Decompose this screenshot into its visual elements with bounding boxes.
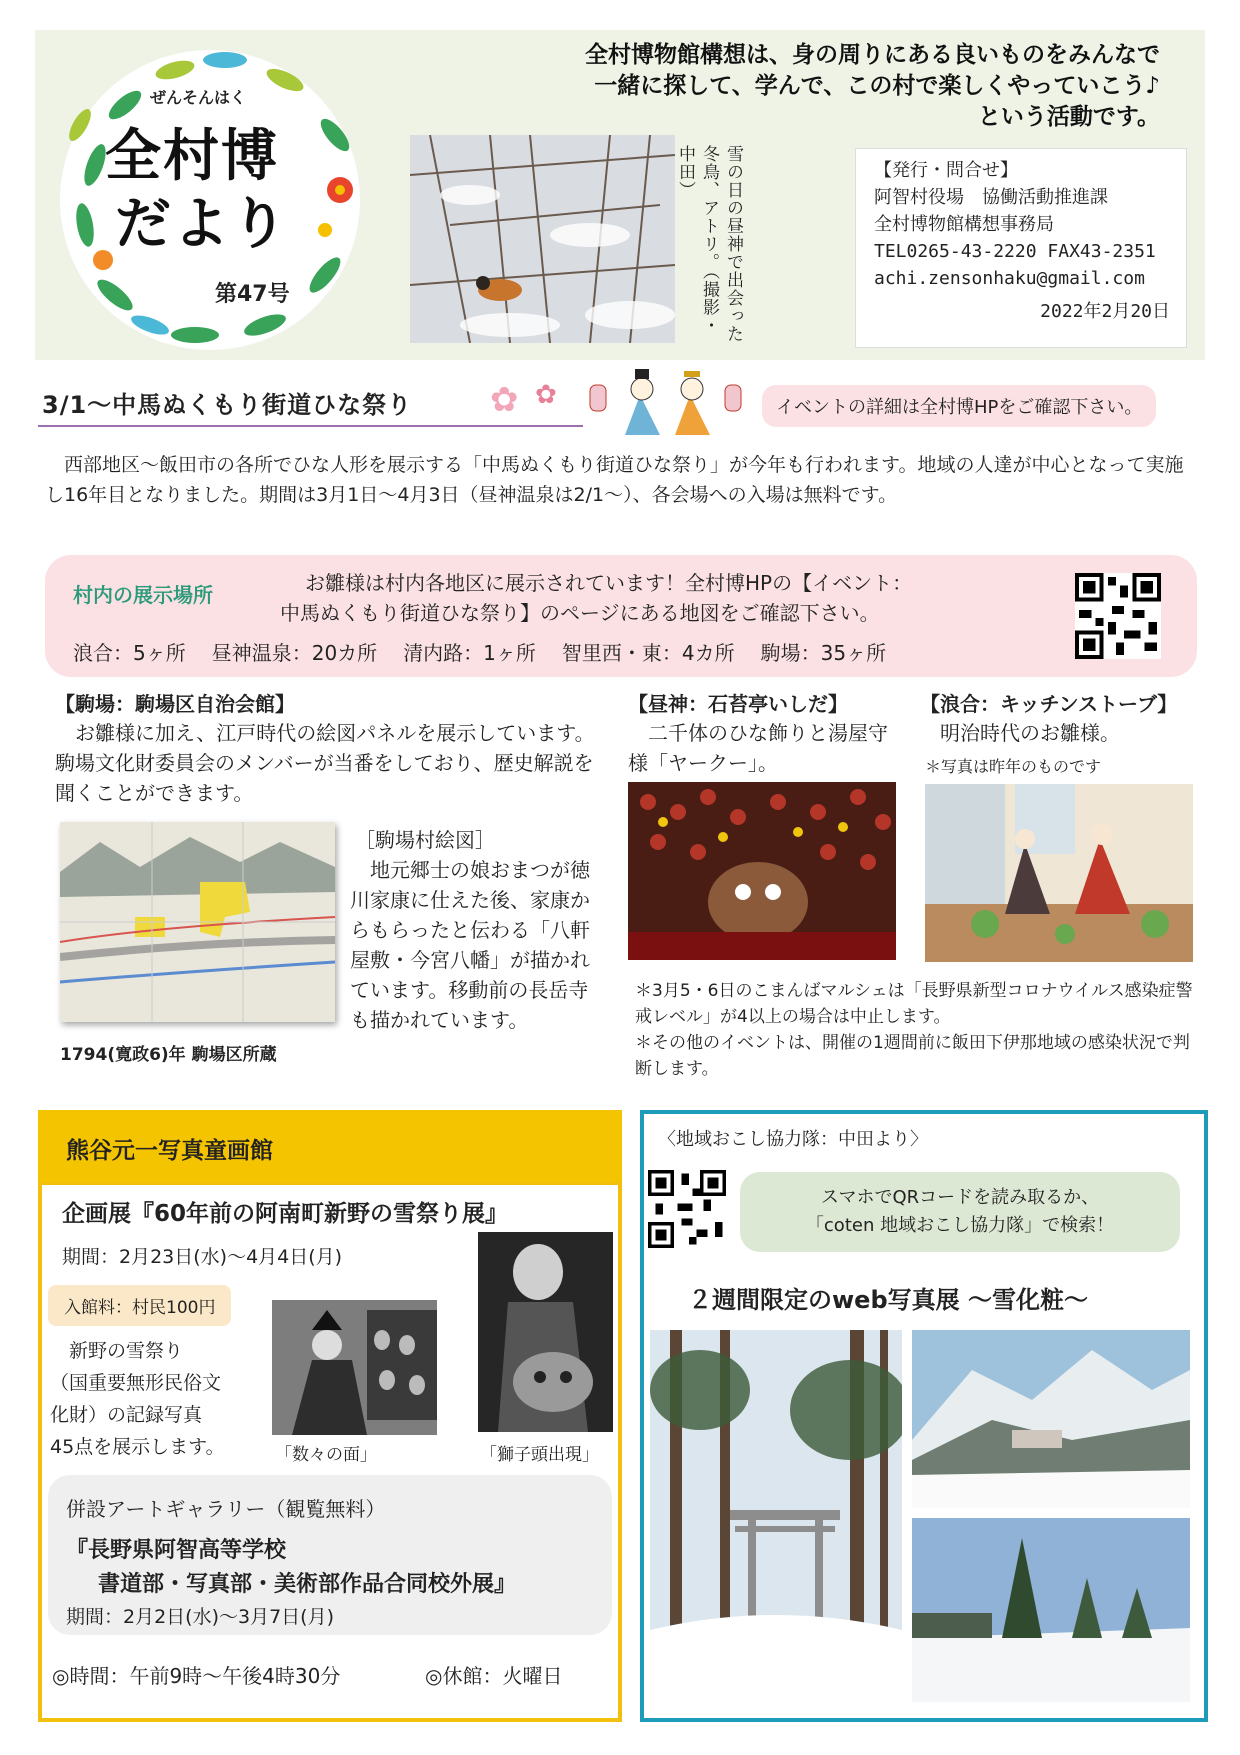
qr-code-icon[interactable] — [1075, 573, 1161, 659]
sakura-icon: ✿ — [490, 380, 519, 420]
publisher-office: 阿智村役場 協働活動推進課 — [874, 187, 1108, 208]
venue-text-line1: お雛様は村内各地区に展示されています！全村博HPの【イベント： — [305, 571, 913, 595]
venue-count: 昼神温泉：20カ所 — [211, 641, 378, 665]
masks-photo — [272, 1300, 437, 1435]
venue-counts — [73, 637, 886, 666]
event-notes — [635, 978, 1205, 1082]
event-note: ＊その他のイベントは、開催の1週間前に飯田下伊那地域の感染状況で判断します。 — [635, 1033, 1190, 1079]
closed-day: ◎休館：火曜日 — [425, 1664, 563, 1688]
map-caption: 1794(寛政6)年 駒場区所蔵 — [60, 1045, 277, 1065]
komaba-heading: 【駒場：駒場区自治会館】 — [55, 692, 295, 716]
venue-label: 村内の展示場所 — [73, 583, 213, 607]
snow-village-photo — [912, 1330, 1190, 1508]
admission-fee: 入館料：村民100円 — [48, 1285, 231, 1326]
search-instructions — [740, 1172, 1180, 1252]
issue-number: 第47号 — [215, 282, 290, 307]
publisher-email[interactable]: achi.zensonhaku@gmail.com — [874, 268, 1145, 289]
hirugami-text: 二千体のひな飾りと湯屋守様「ヤークー」。 — [628, 721, 888, 775]
hirugami-photo — [628, 782, 896, 960]
lion-head-photo — [478, 1232, 613, 1432]
qr-code-icon[interactable] — [648, 1170, 726, 1248]
logo-title-line2: だより — [115, 192, 289, 257]
publisher-box — [855, 148, 1187, 348]
snow-shrine-photo — [650, 1330, 902, 1702]
web-exhibit-title: ２週間限定のweb写真展 ～雪化粧～ — [688, 1286, 1088, 1314]
instruction-line: 「coten 地域おこし協力隊」で検索！ — [805, 1215, 1115, 1236]
slogan-line: 全村博物館構想は、身の周りにある良いものをみんなで — [585, 42, 1160, 68]
gallery-title-line1: 『長野県阿智高等学校 — [66, 1538, 287, 1563]
namiai-heading: 【浪合：キッチンストーブ】 — [920, 692, 1178, 716]
opening-hours: ◎時間：午前9時～午後4時30分 — [52, 1664, 341, 1688]
bird-photo — [410, 135, 675, 343]
snow-field-photo — [912, 1518, 1190, 1702]
exhibit-desc-line: 新野の雪祭り — [50, 1340, 184, 1362]
event-note: ＊3月5・6日のこまんばマルシェは「長野県新型コロナウイルス感染症警戒レベル」が4以上の場合は中止します。 — [635, 981, 1193, 1027]
masks-caption: 「数々の面」 — [275, 1445, 377, 1465]
map-description: 地元郷士の娘おまつが徳川家康に仕えた後、家康からもらったと伝わる「八軒屋敷・今宮八幡」が描かれています。移動前の長岳寺も描かれています。 — [350, 858, 590, 1032]
lion-head-caption: 「獅子頭出現」 — [480, 1445, 599, 1465]
hina-intro: 西部地区～飯田市の各所でひな人形を展示する「中馬ぬくもり街道ひな祭り」が今年も行われます。地域の人達が中心となって実施し16年目となりました。期間は3月1日～4月3日（昼神温泉は2/1～）、各会場への入場は無料です。 — [45, 454, 1184, 506]
hina-section-title: 3/1～中馬ぬくもり街道ひな祭り — [42, 391, 413, 419]
slogan — [585, 40, 1160, 133]
okoshi-from: 〈地域おこし協力隊：中田より〉 — [658, 1129, 928, 1150]
exhibit-desc-line: （国重要無形民俗文 — [50, 1372, 222, 1394]
publisher-dept: 全村博物館構想事務局 — [874, 214, 1054, 235]
logo-title-line1: 全村博 — [105, 124, 279, 189]
exhibit-title: 企画展『60年前の阿南町新野の雪祭り展』 — [62, 1201, 509, 1227]
exhibit-description — [50, 1335, 225, 1463]
venue-count: 駒場：35ヶ所 — [760, 641, 887, 665]
exhibit-desc-line: 45点を展示します。 — [50, 1436, 225, 1458]
gallery-period: 期間：2月2日(水)～3月7日(月) — [66, 1606, 335, 1628]
map-title: ［駒場村絵図］ — [355, 828, 495, 852]
header-banner — [35, 30, 1205, 360]
venue-count: 浪合：5ヶ所 — [73, 641, 186, 665]
event-notice: イベントの詳細は全村博HPをご確認下さい。 — [762, 385, 1156, 427]
namiai-photo — [925, 784, 1193, 962]
komaba-text: お雛様に加え、江戸時代の絵図パネルを展示しています。駒場文化財委員会のメンバーが当番をしており、歴史解説を聞くことができます。 — [55, 721, 595, 805]
komaba-map-image — [60, 822, 335, 1022]
exhibit-period: 期間：2月23日(水)～4月4日(月) — [62, 1246, 343, 1268]
divider — [42, 1182, 618, 1185]
art-gallery-box — [48, 1475, 612, 1635]
gallery-heading: 併設アートギャラリー（観覧無料） — [66, 1497, 386, 1521]
venue-text-line2: 中馬ぬくもり街道ひな祭り】のページにある地図をご確認下さい。 — [280, 601, 880, 625]
sakura-icon: ✿ — [535, 380, 557, 410]
hirugami-heading: 【昼神：石苔亭いしだ】 — [628, 692, 848, 716]
venue-band — [45, 555, 1197, 677]
namiai-photo-note: ＊写真は昨年のものです — [925, 757, 1102, 776]
instruction-line: スマホでQRコードを読み取るか、 — [820, 1187, 1100, 1208]
publish-date: 2022年2月20日 — [1040, 301, 1170, 322]
kumagai-title: 熊谷元一写真童画館 — [66, 1138, 273, 1164]
hina-dolls-icon — [585, 365, 755, 435]
publisher-heading: 【発行・問合せ】 — [874, 160, 1018, 181]
logo-reading: ぜんそんはく — [150, 88, 247, 107]
kumagai-header — [38, 1110, 622, 1182]
namiai-text: 明治時代のお雛様。 — [920, 721, 1120, 745]
publisher-tel: TEL0265-43-2220 FAX43-2351 — [874, 241, 1156, 262]
exhibit-desc-line: 化財）の記録写真 — [50, 1404, 203, 1426]
gallery-title-line2: 書道部・写真部・美術部作品合同校外展』 — [98, 1572, 517, 1597]
venue-count: 清内路：1ヶ所 — [403, 641, 536, 665]
slogan-line: 一緒に探して、学んで、この村で楽しくやっていこう♪ — [594, 73, 1160, 99]
title-underline — [38, 425, 583, 427]
venue-count: 智里西・東：4カ所 — [561, 641, 735, 665]
slogan-line: という活動です。 — [977, 104, 1160, 130]
bird-photo-caption: 雪の日の昼神で出会った冬鳥、アトリ。（撮影・中田） — [675, 145, 743, 343]
